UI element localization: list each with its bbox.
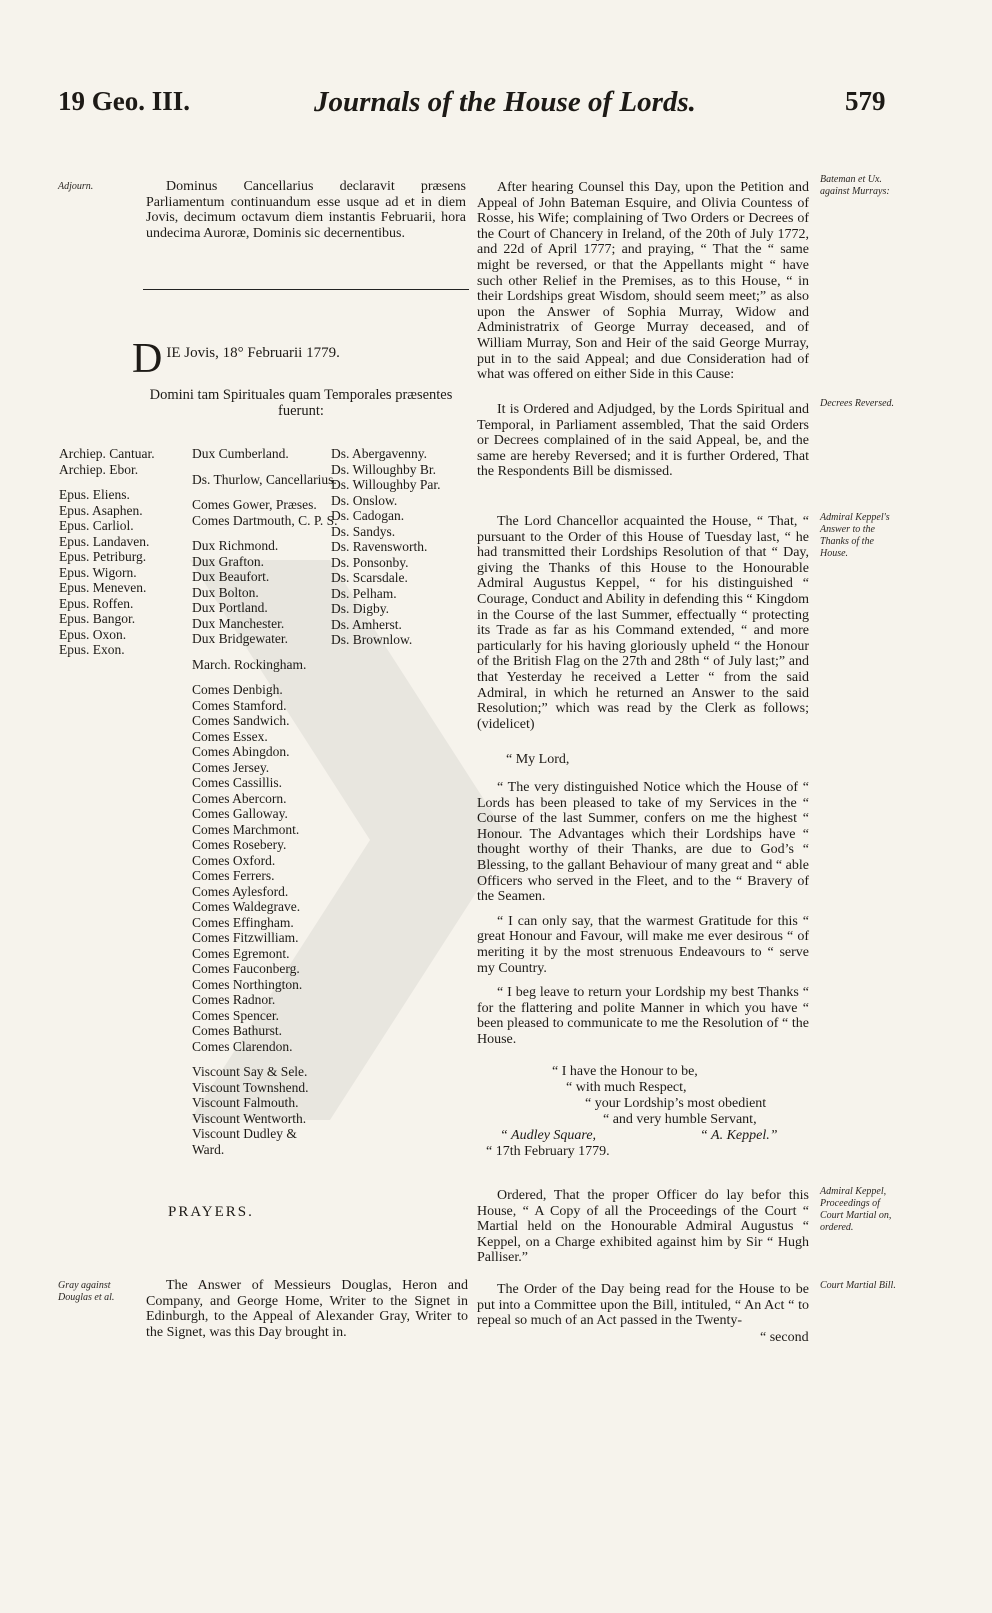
lord-name: Comes Denbigh.	[192, 682, 283, 697]
lord-name: Archiep. Ebor.	[59, 461, 139, 477]
lord-name: Epus. Landaven.	[59, 533, 150, 549]
prayers-heading: PRAYERS.	[168, 1204, 254, 1220]
lord-name: Comes Spencer.	[192, 1007, 279, 1023]
letter-body: “ The very distinguished Notice which the House of “ Lords has been pleased to take of my Services in the “ Course of the last Summer, confers on me the highest “ Honour. The Advantages which their Lordships have “ thought worthy of their Thanks, are due to God’s “ Blessing, to the gallant Behaviour of many great and “ able Officers who served in the Fleet, and to the “ Bravery of the Seamen. “ I can only say, that the warmest Gratitude for this “ great Honour and Favour, will make me ever desirous “ of meriting it by the most strenuous Endeavours to “ serve my Country. “ I beg leave to return your Lordship my best Thanks “ for the flattering and polite Manner in which you have “ been pleased to communicate to me the Resolution of “ the House.	[477, 780, 809, 1047]
lord-name: Ds. Onslow.	[331, 492, 398, 508]
lord-name: Epus. Petriburg.	[59, 549, 147, 564]
adjourn-paragraph: Dominus Cancellarius declaravit præsens Parliamentum continuandum esse usque ad et in diem Jovis, decimum octavum diem instantis Februarii, hora undecima Auroræ, Dominis sic decernentibus.	[146, 179, 466, 241]
lord-name: Dux Beaufort.	[192, 569, 270, 584]
lord-name: Dux Grafton.	[192, 553, 264, 569]
letter-closing-1: “ I have the Honour to be,	[552, 1064, 698, 1079]
lord-name: Ds. Pelham.	[331, 585, 397, 601]
order-day-paragraph: The Order of the Day being read for the House to be put into a Committee upon the Bill, intituled, “ An Act “ to repeal so much of an Act passed in the Twenty-	[477, 1282, 809, 1329]
chancellor-paragraph: The Lord Chancellor acquainted the House, “ That, “ pursuant to the Order of this House of Tuesday last, “ he had transmitted their Lordships Resolution of that “ Day, giving the Thanks of this House to the Honourable Admiral Augustus Keppel, “ for his distinguished “ Courage, Conduct and Ability in defending this “ Kingdom in the Course of the last Summer, effectually “ protecting its Trade as far as his Command extended, “ and more particularly for his having gloriously upheld “ the Honour of the British Flag on the 27th and 28th “ of July last;” and that Yesterday he received a Letter “ from the said Admiral, in which he returned an Answer to the said Resolution;” which was read by the Clerk as follows; (videlicet)	[477, 514, 809, 732]
letter-closing-2: “ with much Respect,	[566, 1080, 687, 1095]
lord-name: Comes Jersey.	[192, 759, 270, 775]
present-heading: Domini tam Spirituales quam Temporales præsentes fuerunt:	[149, 387, 453, 419]
list-spacer	[59, 477, 155, 487]
margin-note-bateman: Bateman et Ux. against Murrays:	[820, 174, 890, 197]
ordered-paragraph: Ordered, That the proper Officer do lay befor this House, “ A Copy of all the Proceedings of the Court “ Martial held on the Honourable Admiral Augustus “ Keppel, on a Charge exhibited against him by Sir “ Hugh Palliser.”	[477, 1188, 809, 1266]
lord-name: Dux Bolton.	[192, 584, 259, 600]
lord-name: Comes Egremont.	[192, 945, 290, 961]
lord-name: Comes Oxford.	[192, 852, 276, 868]
list-spacer	[192, 487, 338, 497]
lord-name: Epus. Roffen.	[59, 595, 134, 611]
list-spacer	[192, 1054, 338, 1064]
letter-salutation: “ My Lord,	[506, 752, 570, 767]
lord-name: Archiep. Cantuar.	[59, 446, 155, 461]
lord-name: Dux Richmond.	[192, 538, 279, 553]
header-title: Journals of the House of Lords.	[314, 86, 696, 118]
lord-name: Comes Gower, Præses.	[192, 497, 317, 512]
lord-name: Comes Clarendon.	[192, 1038, 293, 1054]
lord-name: Comes Marchmont.	[192, 821, 300, 837]
gray-paragraph: The Answer of Messieurs Douglas, Heron and Company, and George Home, Writer to the Signet in Edinburgh, to the Appeal of Alexander Gray, Writer to the Signet, was this Day brought in.	[146, 1278, 468, 1340]
lord-name: Epus. Oxon.	[59, 626, 127, 642]
lord-name: Ds. Ravensworth.	[331, 539, 428, 554]
margin-note-keppel-answer: Admiral Keppel's Answer to the Thanks of the House.	[820, 512, 890, 559]
margin-note-keppel-court: Admiral Keppel, Proceedings of Court Martial on, ordered.	[820, 1186, 892, 1233]
margin-note-gray: Gray against Douglas et al.	[58, 1280, 115, 1303]
lord-name: Comes Galloway.	[192, 806, 288, 821]
lords-column-spiritual	[59, 446, 155, 658]
list-spacer	[192, 672, 338, 682]
catchword: “ second	[760, 1330, 809, 1345]
lord-name: Viscount Falmouth.	[192, 1095, 299, 1110]
lord-name: Epus. Asaphen.	[59, 502, 143, 518]
letter-date: “ 17th February 1779.	[486, 1144, 610, 1159]
lord-name: Comes Aylesford.	[192, 883, 289, 899]
lord-name: Ds. Willoughby Br.	[331, 461, 436, 477]
lord-name: Ds. Cadogan.	[331, 508, 405, 523]
lord-name: Comes Abercorn.	[192, 790, 287, 806]
list-spacer	[192, 647, 338, 657]
lord-name: Epus. Exon.	[59, 642, 125, 657]
bateman-paragraph: After hearing Counsel this Day, upon the Petition and Appeal of John Bateman Esquire, and Olivia Countess of Rosse, his Wife; complaining of Two Orders or Decrees of the Court of Chancery in Ireland, of the 20th of July 1772, and 22d of April 1777; and praying, “ That the “ same might be reversed, or that the Appellants might “ have such other Relief in the Premises, as to this House, “ in their Lordships great Wisdom, should seem meet;” as also upon the Answer of Sophia Murray, Widow and Administratrix of George Murray deceased, and of William Murray, Son and Heir of the said George Murray, put in to the said Appeal; and due Consideration had of what was offered on either Side in this Cause:	[477, 180, 809, 383]
lord-name: Ds. Ponsonby.	[331, 554, 409, 570]
lord-name: Comes Sandwich.	[192, 713, 290, 728]
lord-name: Comes Cassillis.	[192, 775, 283, 790]
lord-name: Epus. Wigorn.	[59, 564, 137, 580]
lord-name: Viscount Dudley &	[192, 1126, 297, 1141]
lord-name: Comes Effingham.	[192, 914, 294, 930]
lord-name: Comes Abingdon.	[192, 744, 290, 759]
lords-column-temporal	[192, 446, 338, 1157]
margin-note-adjourn: Adjourn.	[58, 181, 94, 192]
letter-place: “ Audley Square,	[500, 1128, 597, 1143]
lord-name: Ward.	[192, 1141, 225, 1157]
lord-name: Ds. Amherst.	[331, 616, 402, 632]
header-regnal-year: 19 Geo. III.	[58, 86, 191, 116]
lord-name: Dux Manchester.	[192, 615, 285, 631]
lord-name: March. Rockingham.	[192, 656, 307, 672]
lord-name: Comes Waldegrave.	[192, 899, 301, 914]
lord-name: Comes Fitzwilliam.	[192, 930, 299, 945]
lord-name: Epus. Carliol.	[59, 518, 134, 533]
margin-note-court-martial: Court Martial Bill.	[820, 1280, 896, 1291]
lord-name: Ds. Digby.	[331, 601, 390, 616]
lord-name: Comes Bathurst.	[192, 1023, 282, 1038]
decrees-paragraph: It is Ordered and Adjudged, by the Lords Spiritual and Temporal, in Parliament assembled, That the said Orders or Decrees complained of in the said Appeal, be, and the same are hereby Reversed; and it is further Ordered, That the Respondents Bill be dismissed.	[477, 402, 809, 480]
lord-name: Ds. Sandys.	[331, 523, 396, 539]
page-number: 579	[845, 86, 886, 116]
lord-name: Dux Cumberland.	[192, 446, 289, 461]
lord-name: Ds. Abergavenny.	[331, 446, 427, 461]
lord-name: Epus. Eliens.	[59, 487, 130, 502]
lord-name: Comes Radnor.	[192, 992, 276, 1007]
lord-name: Dux Portland.	[192, 600, 268, 615]
margin-note-decrees: Decrees Reversed.	[820, 398, 895, 409]
lord-name: Epus. Meneven.	[59, 580, 147, 595]
sitting-date: D IE Jovis, 18° Februarii 1779.	[132, 336, 340, 382]
lord-name: Comes Northington.	[192, 976, 303, 992]
lord-name: Epus. Bangor.	[59, 611, 136, 626]
lord-name: Viscount Say & Sele.	[192, 1064, 308, 1079]
lord-name: Comes Dartmouth, C. P. S.	[192, 512, 338, 528]
letter-signature: “ A. Keppel.”	[700, 1128, 778, 1143]
list-spacer	[192, 462, 338, 472]
letter-closing-4: “ and very humble Servant,	[603, 1112, 757, 1127]
lord-name: Comes Rosebery.	[192, 837, 287, 852]
lord-name: Ds. Thurlow, Cancellarius.	[192, 471, 337, 487]
lord-name: Ds. Willoughby Par.	[331, 477, 441, 492]
date-dropcap: D	[132, 336, 163, 382]
letter-closing-3: “ your Lordship’s most obedient	[585, 1096, 767, 1111]
lord-name: Comes Essex.	[192, 728, 268, 744]
lord-name: Ds. Scarsdale.	[331, 570, 408, 585]
lord-name: Comes Fauconberg.	[192, 961, 300, 976]
lord-name: Dux Bridgewater.	[192, 631, 288, 646]
list-spacer	[192, 528, 338, 538]
lords-column-barons	[331, 446, 440, 648]
lord-name: Ds. Brownlow.	[331, 632, 413, 647]
lord-name: Viscount Wentworth.	[192, 1110, 307, 1126]
section-divider	[143, 289, 469, 290]
lord-name: Comes Stamford.	[192, 697, 287, 713]
lord-name: Viscount Townshend.	[192, 1079, 309, 1095]
lord-name: Comes Ferrers.	[192, 868, 275, 883]
